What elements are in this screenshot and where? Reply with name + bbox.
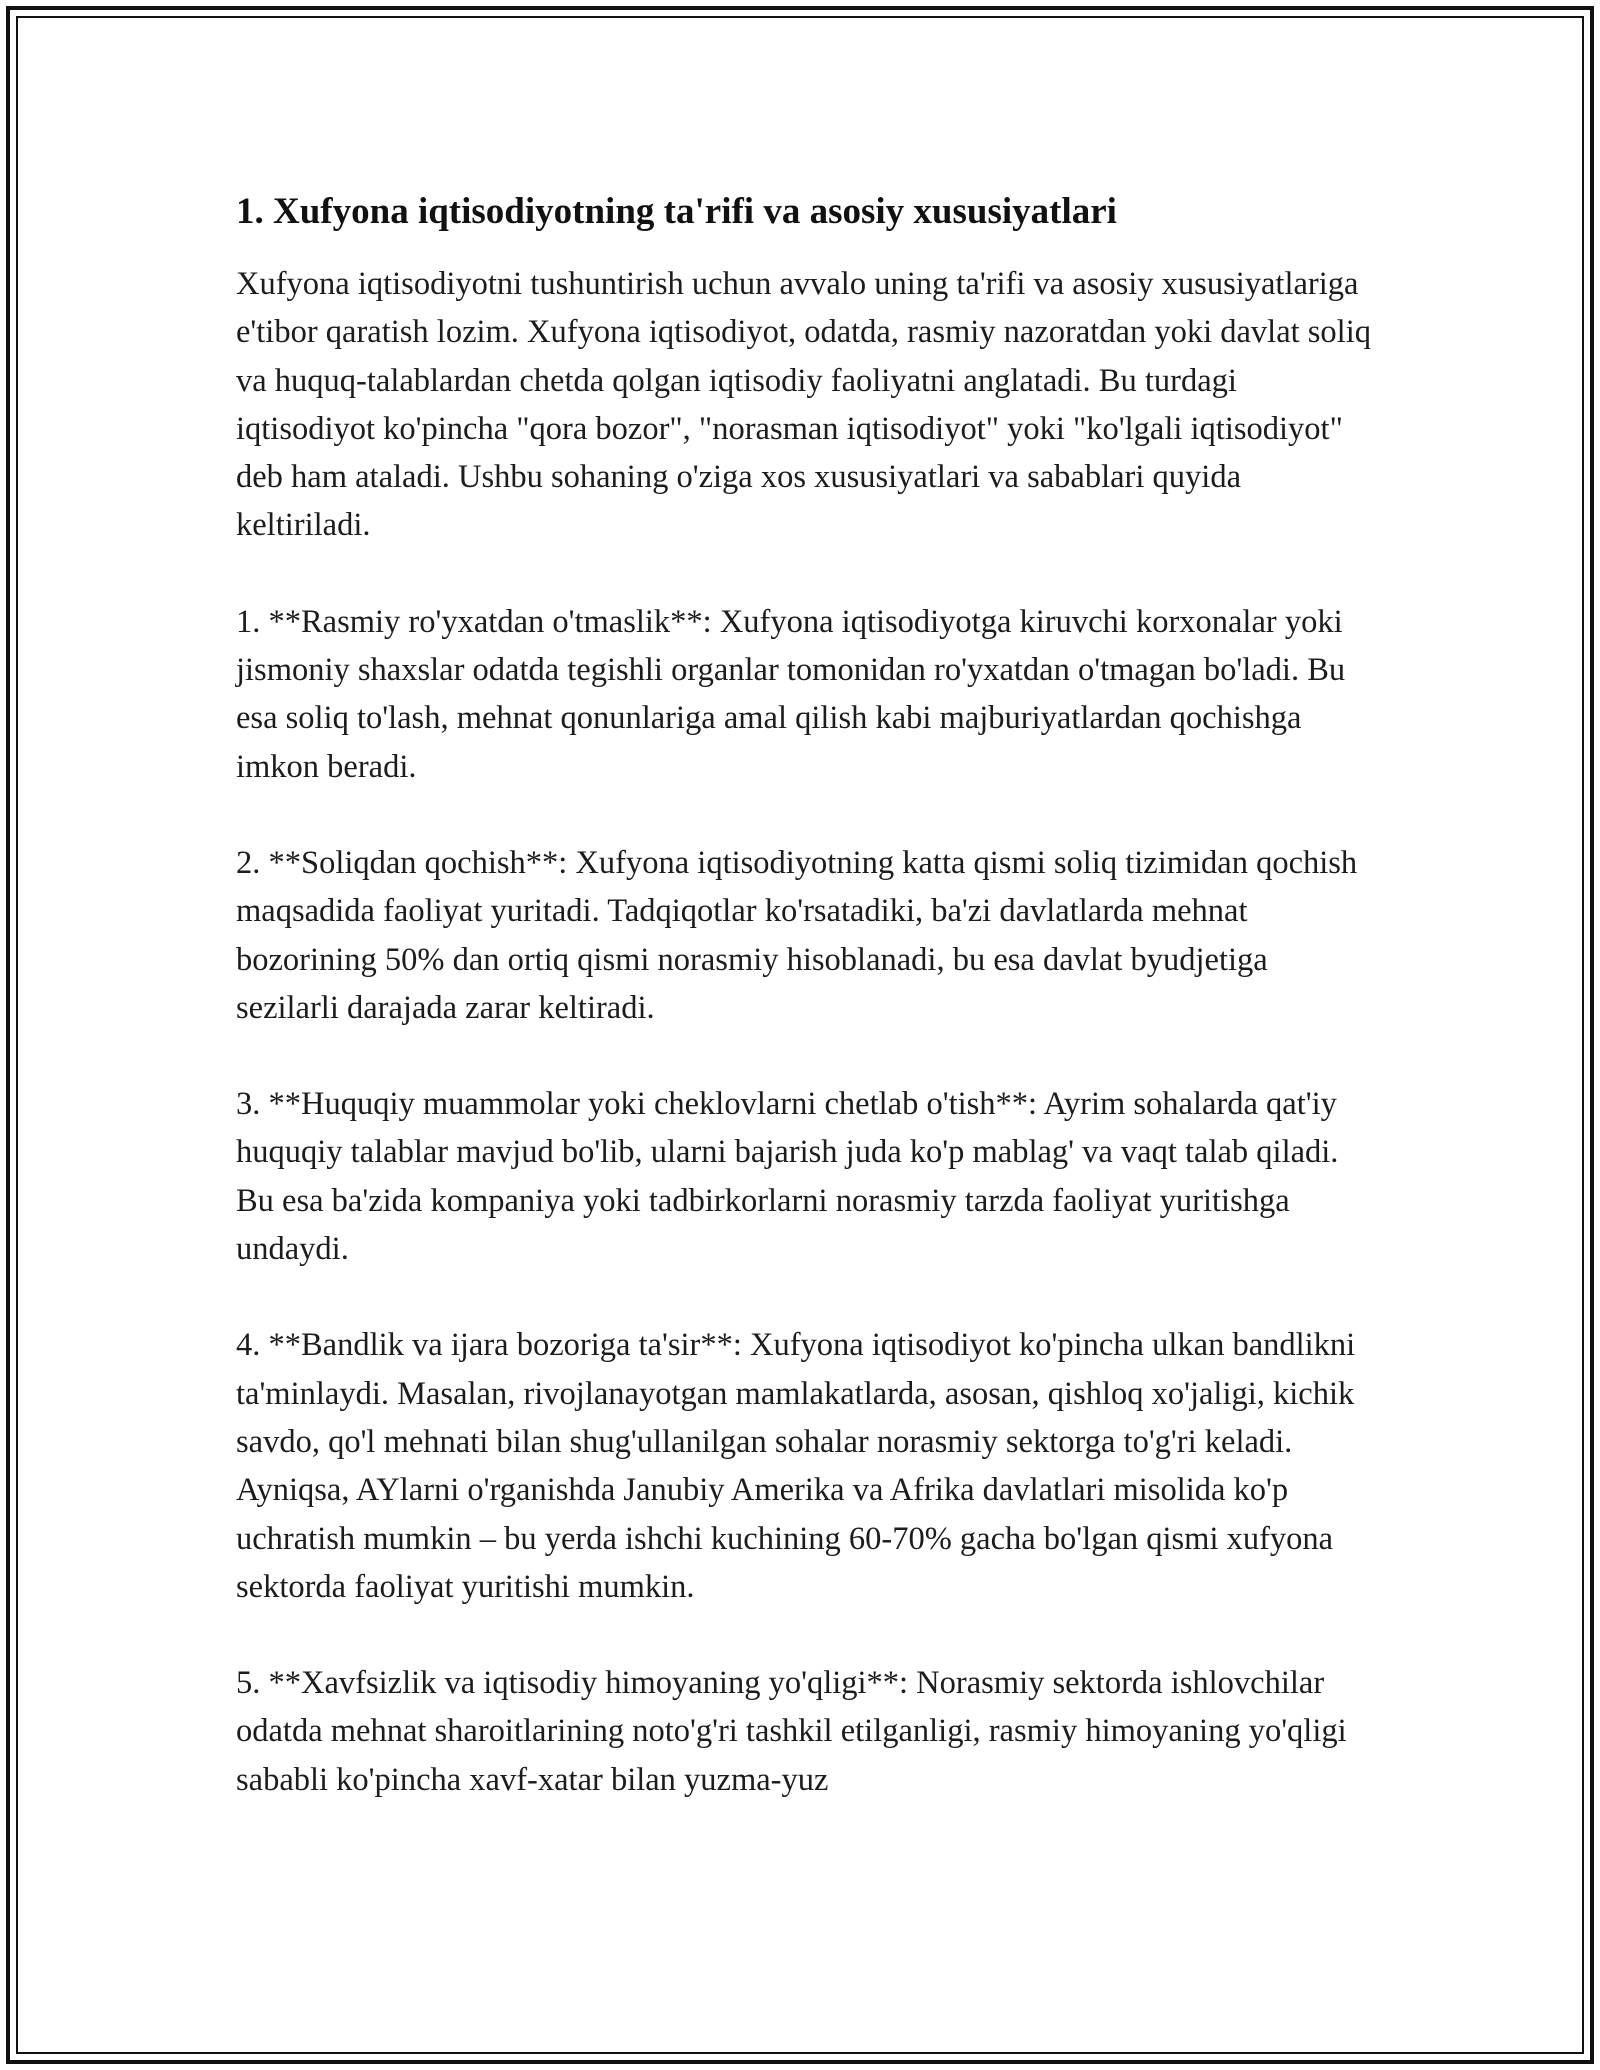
list-item-1: 1. **Rasmiy ro'yxatdan o'tmaslik**: Xufyona iqtisodiyotga kiruvchi korxonalar yoki jismoniy shaxslar odatda tegishli organlar tomonidan ro'yxatdan o'tmagan bo'ladi. Bu esa soliq to'lash, mehnat qonunlariga amal qilish kabi majburiyatlardan qochishga imkon beradi. (236, 603, 1346, 785)
section-heading: 1. Xufyona iqtisodiyotning ta'rifi va asosiy xususiyatlari (236, 191, 1117, 232)
list-item-3: 3. **Huquqiy muammolar yoki cheklovlarni chetlab o'tish**: Ayrim sohalarda qat'iy huquqiy talablar mavjud bo'lib, ularni bajarish juda ko'p mablag' va vaqt talab qiladi. Bu esa ba'zida kompaniya yoki tadbirkorlarni norasmiy tarzda faoliyat yuritishga undaydi. (236, 1086, 1339, 1268)
intro-paragraph: Xufyona iqtisodiyotni tushuntirish uchun avvalo uning ta'rifi va asosiy xususiyatlariga e'tibor qaratish lozim. Xufyona iqtisodiyot, odatda, rasmiy nazoratdan yoki davlat soliq va huquq-talablardan chetda qolgan iqtisodiy faoliyatni anglatadi. Bu turdagi iqtisodiyot ko'pincha "qora bozor", "norasman iqtisodiyot" yoki "ko'lgali iqtisodiyot" deb ham ataladi. Ushbu sohaning o'ziga xos xususiyatlari va sabablari quyida keltiriladi. (236, 266, 1371, 544)
list-item-5: 5. **Xavfsizlik va iqtisodiy himoyaning yo'qligi**: Norasmiy sektorda ishlovchilar odatda mehnat sharoitlarining noto'g'ri tashkil etilganligi, rasmiy himoyaning yo'qligi sababli ko'pincha xavf-xatar bilan yuzma-yuz (236, 1665, 1347, 1798)
list-item-2: 2. **Soliqdan qochish**: Xufyona iqtisodiyotning katta qismi soliq tizimidan qochish maqsadida faoliyat yuritadi. Tadqiqotlar ko'rsatadiki, ba'zi davlatlarda mehnat bozorining 50% dan ortiq qismi norasmiy hisoblanadi, bu esa davlat byudjetiga sezilarli darajada zarar keltiradi. (236, 844, 1358, 1026)
document-body (236, 186, 1376, 1852)
list-item-4: 4. **Bandlik va ijara bozoriga ta'sir**: Xufyona iqtisodiyot ko'pincha ulkan bandlikni ta'minlaydi. Masalan, rivojlanayotgan mamlakatlarda, asosan, qishloq xo'jaligi, kichik savdo, qo'l mehnati bilan shug'ullanilgan sohalar norasmiy sektorga to'g'ri keladi. Ayniqsa, AYlarni o'rganishda Janubiy Amerika va Afrika davlatlari misolida ko'p uchratish mumkin – bu yerda ishchi kuchining 60-70% gacha bo'lgan qismi xufyona sektorda faoliyat yuritishi mumkin. (236, 1327, 1356, 1605)
